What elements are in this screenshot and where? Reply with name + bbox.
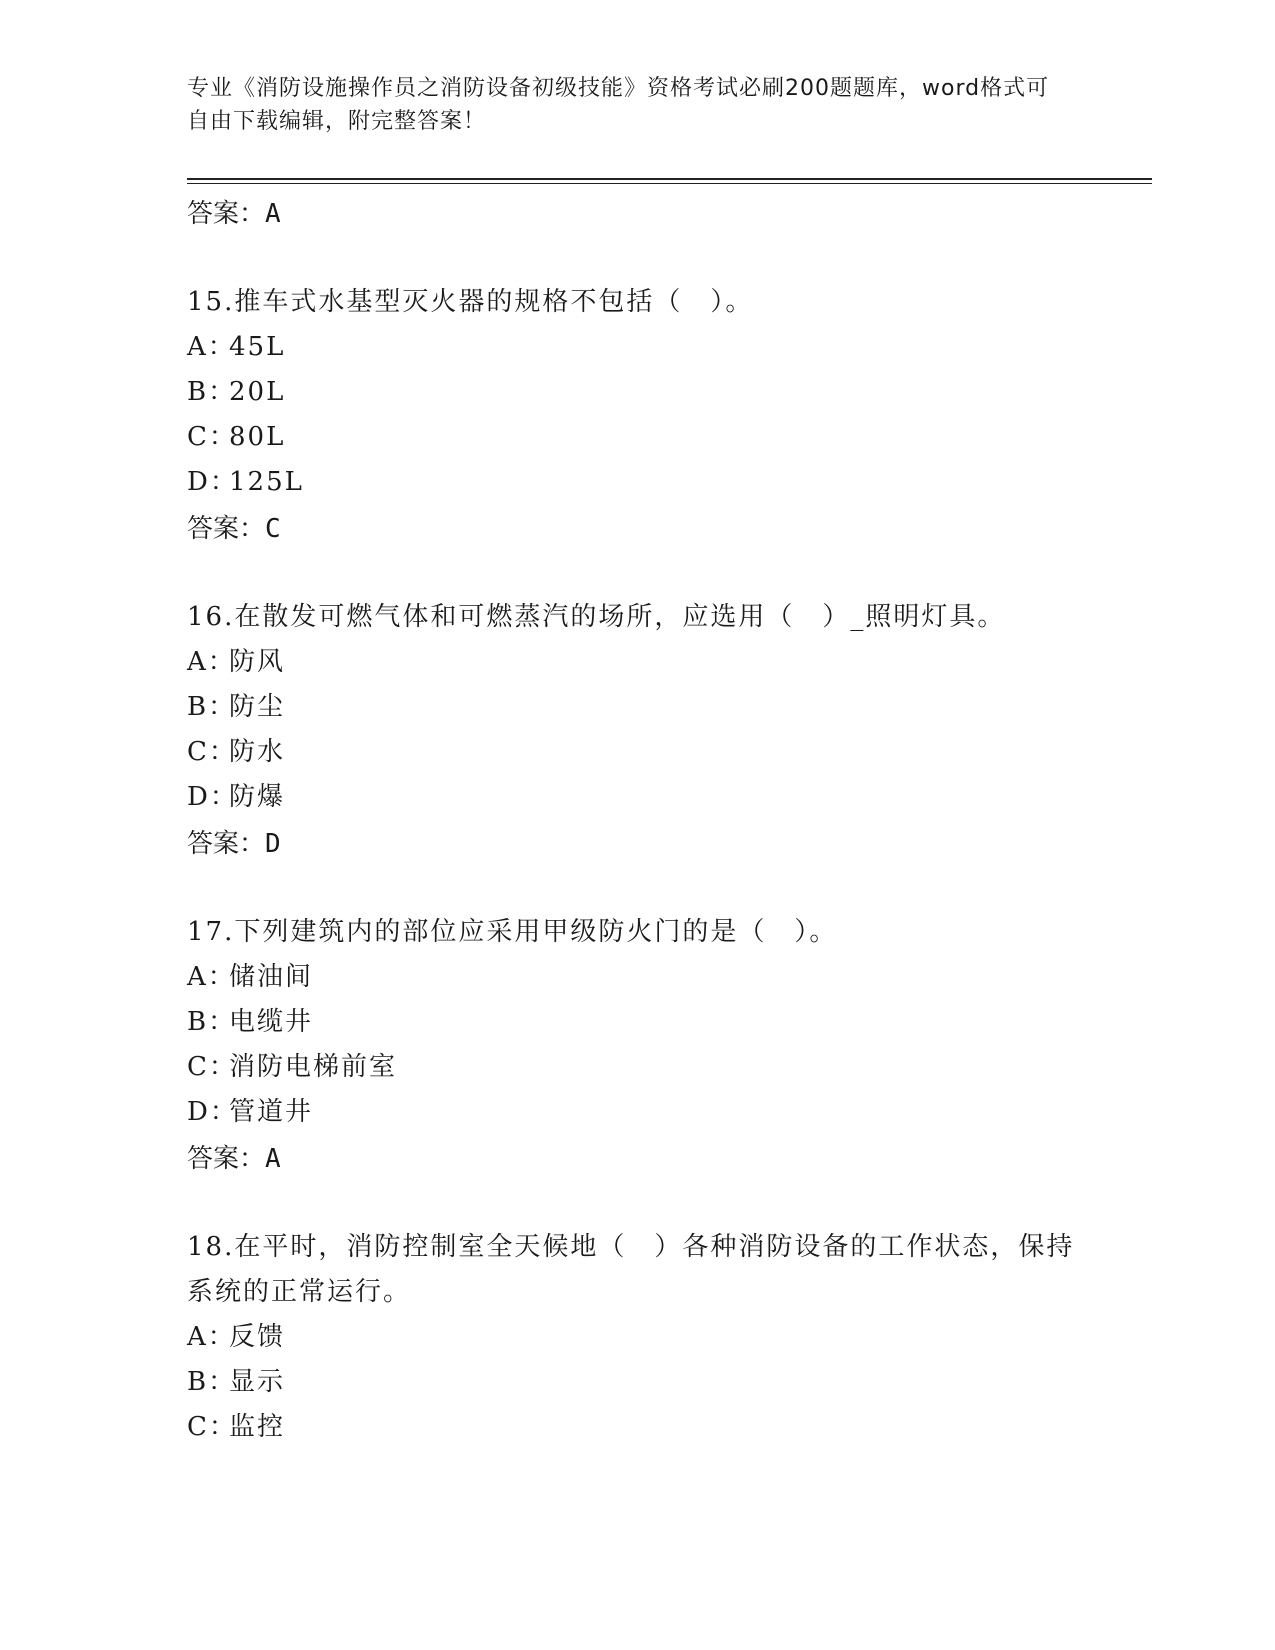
option-text: 管道井 (229, 1097, 314, 1127)
header-divider (187, 178, 1152, 180)
option-c (187, 730, 1087, 775)
option-text: 125L (229, 467, 304, 497)
question-17: 17.下列建筑内的部位应采用甲级防火门的是（ ）。 (187, 917, 838, 947)
question-16: 16.在散发可燃气体和可燃蒸汽的场所，应选用（ ）_照明灯具。 (187, 602, 1006, 632)
option-letter: D： (187, 782, 238, 812)
option-text: 20L (229, 377, 286, 407)
option-text: 显示 (229, 1367, 286, 1397)
option-letter: C： (187, 737, 237, 767)
option-text: 电缆井 (229, 1007, 314, 1037)
option-text: 80L (229, 422, 286, 452)
option-letter: A： (187, 332, 236, 362)
option-text: 储油间 (229, 962, 314, 992)
answer-text: 答案：C (187, 514, 281, 544)
option-letter: B： (187, 1367, 237, 1397)
option-letter: B： (187, 377, 237, 407)
option-text: 防水 (229, 737, 286, 767)
option-letter: B： (187, 692, 237, 722)
option-text: 防风 (229, 647, 286, 677)
option-b (187, 370, 1087, 415)
option-a (187, 955, 1087, 1000)
option-b (187, 1360, 1087, 1405)
option-a (187, 1315, 1087, 1360)
option-letter: A： (187, 962, 236, 992)
option-b (187, 685, 1087, 730)
option-d (187, 775, 1087, 820)
option-letter: D： (187, 1097, 238, 1127)
answer-text: 答案：A (187, 1144, 281, 1174)
option-text: 防爆 (229, 782, 286, 812)
option-a (187, 640, 1087, 685)
document-header: 专业《消防设施操作员之消防设备初级技能》资格考试必刷200题题库，word格式可自由下载编辑，附完整答案！ (187, 76, 1050, 134)
option-b (187, 1000, 1087, 1045)
option-text: 监控 (229, 1412, 286, 1442)
answer-text: 答案：D (187, 829, 281, 859)
option-letter: C： (187, 1412, 237, 1442)
option-letter: A： (187, 647, 236, 677)
option-letter: C： (187, 1052, 237, 1082)
option-letter: C： (187, 422, 237, 452)
question-15: 15.推车式水基型灭火器的规格不包括（ ）。 (187, 287, 754, 317)
option-d (187, 460, 1087, 505)
question-list (187, 190, 1087, 1450)
option-text: 消防电梯前室 (229, 1052, 398, 1082)
option-text: 45L (229, 332, 286, 362)
answer-text: 答案：A (187, 199, 281, 229)
option-letter: B： (187, 1007, 237, 1037)
option-a (187, 325, 1087, 370)
option-c (187, 1045, 1087, 1090)
option-letter: A： (187, 1322, 236, 1352)
option-c (187, 1405, 1087, 1450)
option-letter: D： (187, 467, 238, 497)
question-18: 18.在平时，消防控制室全天候地（ ）各种消防设备的工作状态，保持系统的正常运行。 (187, 1232, 1075, 1307)
option-text: 防尘 (229, 692, 286, 722)
header-divider-thin (187, 183, 1152, 184)
option-d (187, 1090, 1087, 1135)
option-text: 反馈 (229, 1322, 286, 1352)
option-c (187, 415, 1087, 460)
